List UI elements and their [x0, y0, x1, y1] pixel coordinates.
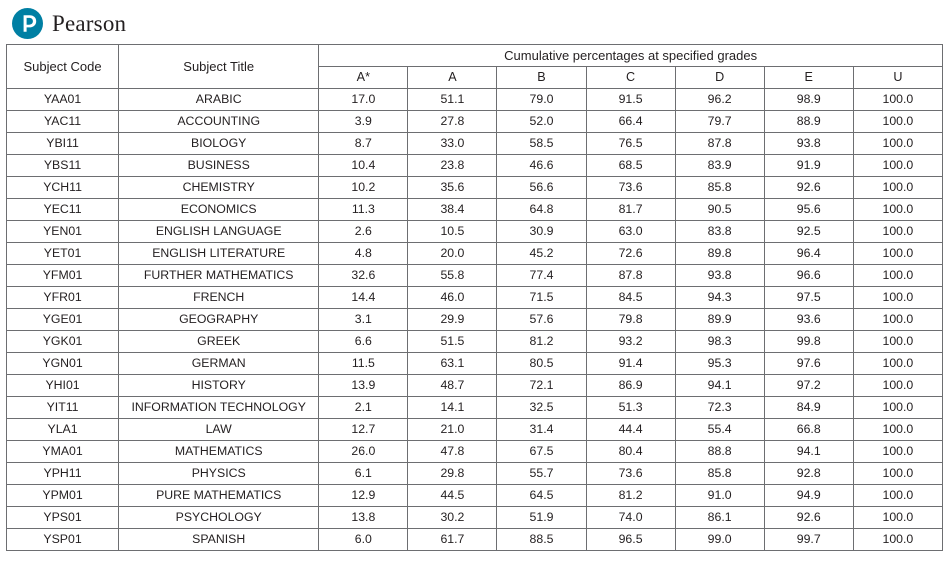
cell-grade-value: 10.4 — [319, 155, 408, 177]
cell-subject-code: YBI11 — [7, 133, 119, 155]
cell-grade-value: 55.8 — [408, 265, 497, 287]
cell-grade-value: 10.5 — [408, 221, 497, 243]
cell-grade-value: 93.8 — [764, 133, 853, 155]
cell-grade-value: 66.4 — [586, 111, 675, 133]
table-body — [7, 89, 943, 551]
cell-subject-code: YET01 — [7, 243, 119, 265]
cell-grade-value: 92.5 — [764, 221, 853, 243]
cell-grade-value: 14.1 — [408, 397, 497, 419]
table-row — [7, 529, 943, 551]
cell-subject-code: YAC11 — [7, 111, 119, 133]
cell-grade-value: 12.7 — [319, 419, 408, 441]
cell-grade-value: 61.7 — [408, 529, 497, 551]
cell-subject-title: SPANISH — [119, 529, 319, 551]
cell-subject-title: MATHEMATICS — [119, 441, 319, 463]
column-header-cumulative-percentages: Cumulative percentages at specified grades — [319, 45, 943, 67]
cell-grade-value: 44.5 — [408, 485, 497, 507]
cell-grade-value: 47.8 — [408, 441, 497, 463]
cell-grade-value: 92.6 — [764, 177, 853, 199]
cell-grade-value: 11.3 — [319, 199, 408, 221]
cell-grade-value: 21.0 — [408, 419, 497, 441]
cell-subject-code: YEN01 — [7, 221, 119, 243]
cell-grade-value: 12.9 — [319, 485, 408, 507]
cell-grade-value: 55.7 — [497, 463, 586, 485]
cell-grade-value: 89.9 — [675, 309, 764, 331]
column-header-grade-e: E — [764, 67, 853, 89]
cell-grade-value: 77.4 — [497, 265, 586, 287]
cell-grade-value: 10.2 — [319, 177, 408, 199]
cell-grade-value: 71.5 — [497, 287, 586, 309]
cell-subject-title: GERMAN — [119, 353, 319, 375]
cell-grade-value: 100.0 — [853, 507, 942, 529]
cell-grade-value: 45.2 — [497, 243, 586, 265]
cell-grade-value: 96.6 — [764, 265, 853, 287]
column-header-grade-a: A — [408, 67, 497, 89]
cell-grade-value: 2.1 — [319, 397, 408, 419]
cell-grade-value: 100.0 — [853, 529, 942, 551]
cell-grade-value: 17.0 — [319, 89, 408, 111]
cell-subject-code: YAA01 — [7, 89, 119, 111]
pearson-logo — [0, 0, 949, 44]
cell-subject-code: YSP01 — [7, 529, 119, 551]
cell-grade-value: 46.0 — [408, 287, 497, 309]
column-header-grade-astar: A* — [319, 67, 408, 89]
cell-grade-value: 29.9 — [408, 309, 497, 331]
cell-grade-value: 100.0 — [853, 133, 942, 155]
cell-grade-value: 31.4 — [497, 419, 586, 441]
cell-grade-value: 76.5 — [586, 133, 675, 155]
cell-grade-value: 30.9 — [497, 221, 586, 243]
cell-grade-value: 48.7 — [408, 375, 497, 397]
cell-subject-title: PHYSICS — [119, 463, 319, 485]
cell-grade-value: 97.6 — [764, 353, 853, 375]
brand-name: Pearson — [52, 10, 127, 36]
table-row — [7, 507, 943, 529]
cell-grade-value: 64.8 — [497, 199, 586, 221]
cell-grade-value: 6.6 — [319, 331, 408, 353]
table-row — [7, 441, 943, 463]
cell-grade-value: 100.0 — [853, 485, 942, 507]
cell-grade-value: 100.0 — [853, 287, 942, 309]
cell-grade-value: 2.6 — [319, 221, 408, 243]
table-row — [7, 397, 943, 419]
cell-grade-value: 98.9 — [764, 89, 853, 111]
cell-grade-value: 6.1 — [319, 463, 408, 485]
table-row — [7, 309, 943, 331]
cell-grade-value: 99.0 — [675, 529, 764, 551]
cell-grade-value: 99.7 — [764, 529, 853, 551]
cell-grade-value: 35.6 — [408, 177, 497, 199]
table-row — [7, 89, 943, 111]
column-header-grade-c: C — [586, 67, 675, 89]
cell-grade-value: 100.0 — [853, 199, 942, 221]
cell-grade-value: 72.3 — [675, 397, 764, 419]
cell-grade-value: 100.0 — [853, 221, 942, 243]
cell-subject-title: ACCOUNTING — [119, 111, 319, 133]
cell-grade-value: 100.0 — [853, 397, 942, 419]
table-row — [7, 463, 943, 485]
cell-grade-value: 51.1 — [408, 89, 497, 111]
cell-subject-code: YCH11 — [7, 177, 119, 199]
cell-grade-value: 64.5 — [497, 485, 586, 507]
cell-grade-value: 46.6 — [497, 155, 586, 177]
cell-grade-value: 87.8 — [586, 265, 675, 287]
cell-grade-value: 100.0 — [853, 441, 942, 463]
cell-grade-value: 100.0 — [853, 463, 942, 485]
cell-grade-value: 79.0 — [497, 89, 586, 111]
cell-grade-value: 81.2 — [497, 331, 586, 353]
cell-subject-title: FURTHER MATHEMATICS — [119, 265, 319, 287]
cell-grade-value: 97.5 — [764, 287, 853, 309]
cell-grade-value: 27.8 — [408, 111, 497, 133]
cell-subject-title: BUSINESS — [119, 155, 319, 177]
cell-grade-value: 72.1 — [497, 375, 586, 397]
cell-subject-title: CHEMISTRY — [119, 177, 319, 199]
cell-grade-value: 29.8 — [408, 463, 497, 485]
cell-grade-value: 93.2 — [586, 331, 675, 353]
cell-grade-value: 32.6 — [319, 265, 408, 287]
cell-grade-value: 14.4 — [319, 287, 408, 309]
cell-grade-value: 52.0 — [497, 111, 586, 133]
cell-grade-value: 32.5 — [497, 397, 586, 419]
cell-grade-value: 73.6 — [586, 177, 675, 199]
cell-grade-value: 68.5 — [586, 155, 675, 177]
cell-grade-value: 100.0 — [853, 89, 942, 111]
cell-subject-title: ARABIC — [119, 89, 319, 111]
cell-grade-value: 91.0 — [675, 485, 764, 507]
cell-subject-title: ENGLISH LITERATURE — [119, 243, 319, 265]
table-row — [7, 221, 943, 243]
cell-grade-value: 63.0 — [586, 221, 675, 243]
cell-grade-value: 93.6 — [764, 309, 853, 331]
cell-grade-value: 51.3 — [586, 397, 675, 419]
cell-subject-code: YGK01 — [7, 331, 119, 353]
table-row — [7, 287, 943, 309]
cell-subject-title: FRENCH — [119, 287, 319, 309]
cell-grade-value: 88.8 — [675, 441, 764, 463]
grades-table — [6, 44, 943, 551]
cell-grade-value: 88.9 — [764, 111, 853, 133]
cell-grade-value: 96.2 — [675, 89, 764, 111]
cell-subject-code: YGN01 — [7, 353, 119, 375]
table-header — [7, 45, 943, 89]
cell-subject-code: YMA01 — [7, 441, 119, 463]
cell-grade-value: 89.8 — [675, 243, 764, 265]
cell-grade-value: 96.4 — [764, 243, 853, 265]
cell-grade-value: 51.9 — [497, 507, 586, 529]
cell-grade-value: 74.0 — [586, 507, 675, 529]
cell-subject-code: YEC11 — [7, 199, 119, 221]
cell-grade-value: 100.0 — [853, 111, 942, 133]
cell-subject-title: HISTORY — [119, 375, 319, 397]
cell-subject-title: PURE MATHEMATICS — [119, 485, 319, 507]
cell-subject-code: YIT11 — [7, 397, 119, 419]
cell-grade-value: 100.0 — [853, 265, 942, 287]
cell-grade-value: 26.0 — [319, 441, 408, 463]
cell-grade-value: 83.8 — [675, 221, 764, 243]
cell-grade-value: 13.8 — [319, 507, 408, 529]
cell-grade-value: 100.0 — [853, 419, 942, 441]
cell-grade-value: 33.0 — [408, 133, 497, 155]
cell-grade-value: 6.0 — [319, 529, 408, 551]
table-row — [7, 133, 943, 155]
cell-grade-value: 83.9 — [675, 155, 764, 177]
cell-grade-value: 80.5 — [497, 353, 586, 375]
cell-subject-code: YHI01 — [7, 375, 119, 397]
cell-subject-title: LAW — [119, 419, 319, 441]
cell-grade-value: 79.8 — [586, 309, 675, 331]
cell-grade-value: 85.8 — [675, 463, 764, 485]
cell-grade-value: 38.4 — [408, 199, 497, 221]
cell-grade-value: 100.0 — [853, 375, 942, 397]
cell-subject-code: YPH11 — [7, 463, 119, 485]
cell-grade-value: 95.6 — [764, 199, 853, 221]
cell-grade-value: 13.9 — [319, 375, 408, 397]
cell-grade-value: 84.9 — [764, 397, 853, 419]
table-row — [7, 265, 943, 287]
cell-subject-title: ECONOMICS — [119, 199, 319, 221]
cell-grade-value: 8.7 — [319, 133, 408, 155]
cell-grade-value: 96.5 — [586, 529, 675, 551]
column-header-grade-b: B — [497, 67, 586, 89]
cell-grade-value: 3.1 — [319, 309, 408, 331]
table-row — [7, 155, 943, 177]
table-row — [7, 111, 943, 133]
cell-grade-value: 81.2 — [586, 485, 675, 507]
column-header-grade-d: D — [675, 67, 764, 89]
cell-grade-value: 67.5 — [497, 441, 586, 463]
cell-grade-value: 85.8 — [675, 177, 764, 199]
cell-subject-code: YPS01 — [7, 507, 119, 529]
table-row — [7, 177, 943, 199]
cell-grade-value: 73.6 — [586, 463, 675, 485]
cell-grade-value: 30.2 — [408, 507, 497, 529]
cell-subject-code: YLA1 — [7, 419, 119, 441]
cell-grade-value: 91.4 — [586, 353, 675, 375]
cell-subject-code: YFM01 — [7, 265, 119, 287]
cell-grade-value: 79.7 — [675, 111, 764, 133]
cell-grade-value: 86.1 — [675, 507, 764, 529]
cell-grade-value: 84.5 — [586, 287, 675, 309]
cell-grade-value: 87.8 — [675, 133, 764, 155]
pearson-p-icon — [12, 8, 43, 39]
cell-grade-value: 94.1 — [675, 375, 764, 397]
cell-subject-title: GREEK — [119, 331, 319, 353]
header-row-top — [7, 45, 943, 67]
cell-grade-value: 86.9 — [586, 375, 675, 397]
cell-grade-value: 58.5 — [497, 133, 586, 155]
cell-subject-title: PSYCHOLOGY — [119, 507, 319, 529]
cell-grade-value: 92.8 — [764, 463, 853, 485]
grades-table-container — [0, 44, 949, 551]
table-row — [7, 419, 943, 441]
cell-grade-value: 11.5 — [319, 353, 408, 375]
table-row — [7, 199, 943, 221]
cell-grade-value: 94.9 — [764, 485, 853, 507]
cell-subject-code: YBS11 — [7, 155, 119, 177]
cell-subject-code: YGE01 — [7, 309, 119, 331]
cell-grade-value: 94.3 — [675, 287, 764, 309]
cell-grade-value: 56.6 — [497, 177, 586, 199]
cell-grade-value: 44.4 — [586, 419, 675, 441]
table-row — [7, 485, 943, 507]
column-header-subject-title: Subject Title — [119, 45, 319, 89]
cell-grade-value: 100.0 — [853, 309, 942, 331]
cell-subject-code: YFR01 — [7, 287, 119, 309]
cell-grade-value: 97.2 — [764, 375, 853, 397]
cell-grade-value: 98.3 — [675, 331, 764, 353]
cell-grade-value: 51.5 — [408, 331, 497, 353]
table-row — [7, 375, 943, 397]
cell-grade-value: 80.4 — [586, 441, 675, 463]
cell-grade-value: 99.8 — [764, 331, 853, 353]
cell-grade-value: 100.0 — [853, 177, 942, 199]
cell-subject-title: INFORMATION TECHNOLOGY — [119, 397, 319, 419]
cell-subject-title: GEOGRAPHY — [119, 309, 319, 331]
column-header-subject-code: Subject Code — [7, 45, 119, 89]
cell-grade-value: 23.8 — [408, 155, 497, 177]
cell-grade-value: 93.8 — [675, 265, 764, 287]
table-row — [7, 353, 943, 375]
cell-grade-value: 91.9 — [764, 155, 853, 177]
cell-grade-value: 91.5 — [586, 89, 675, 111]
cell-grade-value: 95.3 — [675, 353, 764, 375]
cell-grade-value: 55.4 — [675, 419, 764, 441]
cell-grade-value: 72.6 — [586, 243, 675, 265]
column-header-grade-u: U — [853, 67, 942, 89]
cell-grade-value: 94.1 — [764, 441, 853, 463]
cell-grade-value: 100.0 — [853, 155, 942, 177]
cell-subject-title: BIOLOGY — [119, 133, 319, 155]
cell-grade-value: 81.7 — [586, 199, 675, 221]
cell-grade-value: 100.0 — [853, 353, 942, 375]
cell-grade-value: 66.8 — [764, 419, 853, 441]
cell-grade-value: 100.0 — [853, 331, 942, 353]
cell-subject-code: YPM01 — [7, 485, 119, 507]
cell-grade-value: 88.5 — [497, 529, 586, 551]
cell-grade-value: 90.5 — [675, 199, 764, 221]
cell-grade-value: 20.0 — [408, 243, 497, 265]
cell-grade-value: 3.9 — [319, 111, 408, 133]
table-row — [7, 243, 943, 265]
cell-grade-value: 92.6 — [764, 507, 853, 529]
table-row — [7, 331, 943, 353]
cell-grade-value: 63.1 — [408, 353, 497, 375]
cell-grade-value: 57.6 — [497, 309, 586, 331]
cell-grade-value: 100.0 — [853, 243, 942, 265]
cell-subject-title: ENGLISH LANGUAGE — [119, 221, 319, 243]
cell-grade-value: 4.8 — [319, 243, 408, 265]
